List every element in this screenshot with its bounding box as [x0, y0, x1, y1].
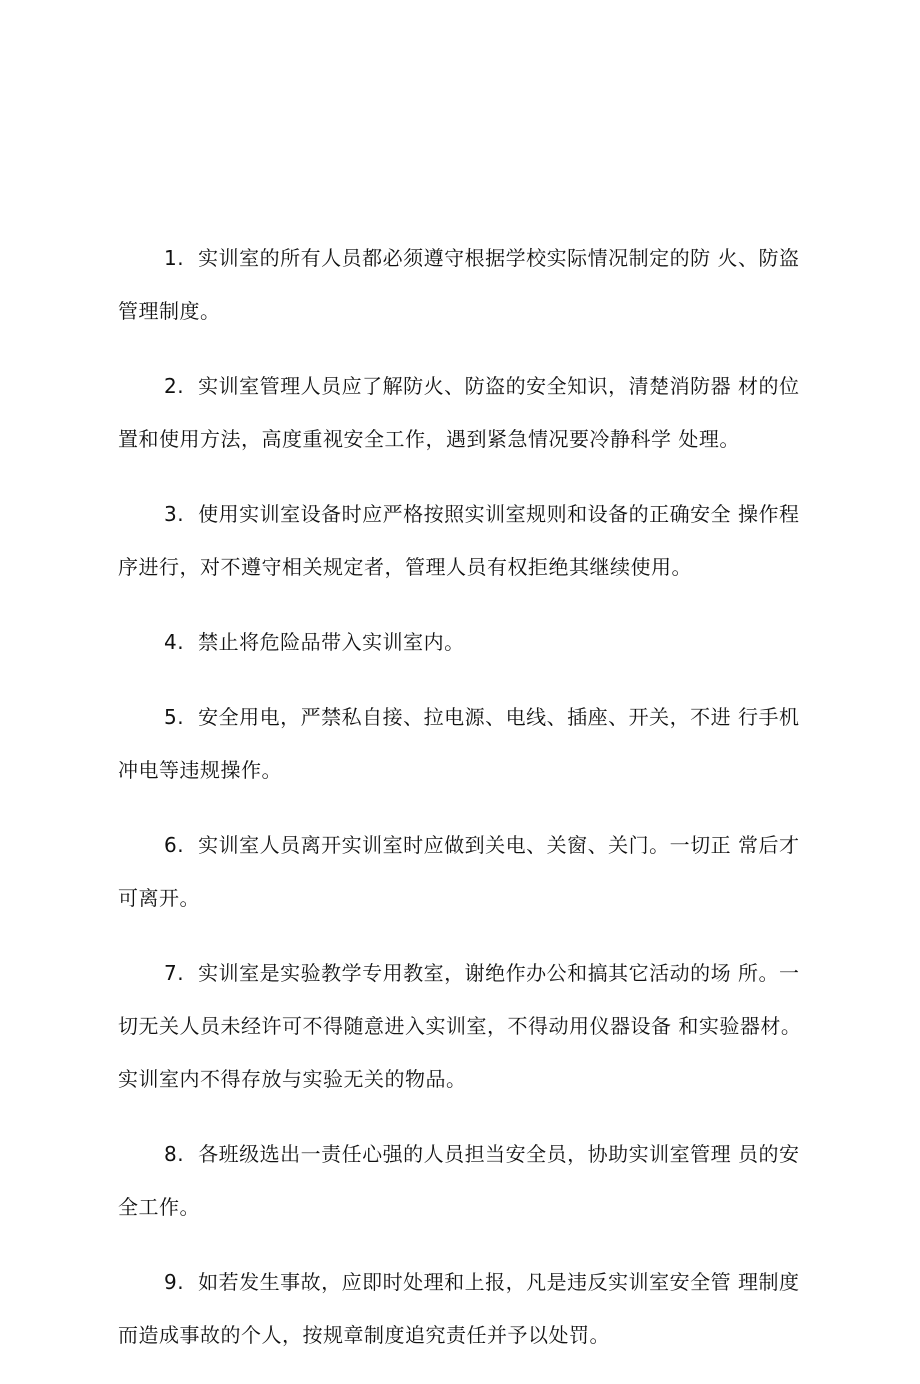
- rule-text: 实训室管理人员应了解防火、防盗的安全知识，清楚消防器 材的位置和使用方法，高度重视安全工作，遇到紧急情况要冷静科学 处理。: [118, 374, 800, 451]
- rule-item-6: [118, 819, 808, 925]
- rule-number: 6.: [164, 833, 185, 857]
- rule-text: 如若发生事故，应即时处理和上报，凡是违反实训室安全管 理制度而造成事故的个人，按规章制度追究责任并予以处罚。: [118, 1270, 800, 1347]
- rule-number: 2.: [164, 374, 185, 398]
- rules-list: [118, 232, 808, 1384]
- rule-text: 实训室人员离开实训室时应做到关电、关窗、关门。一切正 常后才可离开。: [118, 833, 800, 910]
- rule-number: 5.: [164, 705, 185, 729]
- rule-text: 实训室的所有人员都必须遵守根据学校实际情况制定的防 火、防盗管理制度。: [118, 246, 800, 323]
- rule-number: 4.: [164, 630, 185, 654]
- rule-text: 安全用电，严禁私自接、拉电源、电线、插座、开关，不进 行手机冲电等违规操作。: [118, 705, 800, 782]
- rule-item-3: [118, 488, 808, 594]
- rule-item-5: [118, 691, 808, 797]
- rule-text: 各班级选出一责任心强的人员担当安全员，协助实训室管理 员的安全工作。: [118, 1142, 800, 1219]
- rule-text: 实训室是实验教学专用教室，谢绝作办公和搞其它活动的场 所。一切无关人员未经许可不得随意进入实训室，不得动用仪器设备 和实验器材。实训室内不得存放与实验无关的物品。: [118, 961, 802, 1091]
- rule-item-9: [118, 1256, 808, 1362]
- rule-item-7: [118, 947, 808, 1106]
- rule-item-1: [118, 232, 808, 338]
- rule-text: 禁止将危险品带入实训室内。: [198, 630, 465, 654]
- rule-text: 使用实训室设备时应严格按照实训室规则和设备的正确安全 操作程序进行，对不遵守相关规定者，管理人员有权拒绝其继续使用。: [118, 502, 800, 579]
- rule-number: 8.: [164, 1142, 185, 1166]
- rule-number: 1.: [164, 246, 185, 270]
- rule-item-4: [118, 616, 808, 669]
- rule-number: 9.: [164, 1270, 185, 1294]
- rule-item-8: [118, 1128, 808, 1234]
- rule-number: 3.: [164, 502, 185, 526]
- rule-number: 7.: [164, 961, 185, 985]
- rule-item-2: [118, 360, 808, 466]
